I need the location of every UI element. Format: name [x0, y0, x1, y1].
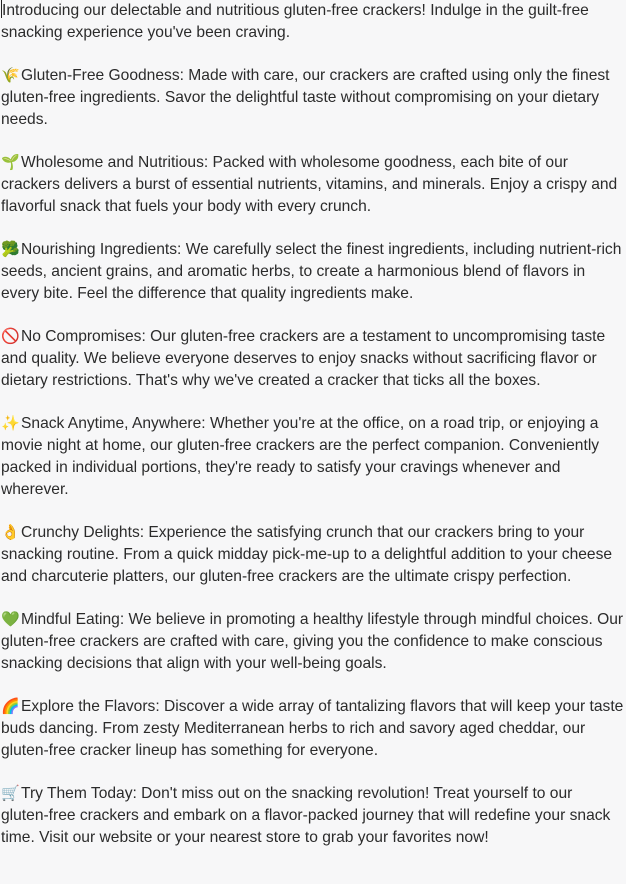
section-text: Gluten-Free Goodness: Made with care, our crackers are crafted using only the finest gluten-free ingredients. Savor the delightful taste without compromising on your dietary needs. — [1, 67, 610, 128]
seedling-icon: 🌱 — [1, 153, 20, 171]
section-paragraph-ingredients — [1, 238, 624, 305]
section-text: No Compromises: Our gluten-free crackers are a testament to uncompromising taste and quality. We believe everyone deserves to enjoy snacks without sacrificing flavor or dietary restrictions. That's why we've created a cracker that ticks all the boxes. — [1, 328, 606, 389]
shopping-cart-icon: 🛒 — [1, 784, 20, 802]
section-paragraph-anytime — [1, 412, 624, 501]
sparkles-icon: ✨ — [1, 414, 20, 432]
broccoli-icon: 🥦 — [1, 240, 20, 258]
intro-text: Introducing our delectable and nutritious gluten-free crackers! Indulge in the guilt-free snacking experience you've been craving. — [1, 2, 589, 41]
section-paragraph-wholesome — [1, 151, 624, 218]
intro-paragraph — [1, 0, 624, 44]
section-paragraph-crunchy — [1, 521, 624, 588]
wheat-icon: 🌾 — [1, 66, 20, 84]
ok-hand-icon: 👌 — [1, 523, 20, 541]
section-paragraph-mindful — [1, 608, 624, 675]
section-text: Try Them Today: Don't miss out on the snacking revolution! Treat yourself to our gluten-free crackers and embark on a flavor-packed journey that will redefine your snack time. Visit our website or your nearest store to grab your favorites now! — [1, 785, 611, 846]
section-paragraph-try-today — [1, 782, 624, 849]
section-text: Explore the Flavors: Discover a wide array of tantalizing flavors that will keep your taste buds dancing. From zesty Mediterranean herbs to rich and savory aged cheddar, our gluten-free cracker lineup has something for everyone. — [1, 698, 624, 759]
section-text: Nourishing Ingredients: We carefully select the finest ingredients, including nutrient-rich seeds, ancient grains, and aromatic herbs, to create a harmonious blend of flavors in every bite. Feel the difference that quality ingredients make. — [1, 241, 622, 302]
section-text: Snack Anytime, Anywhere: Whether you're at the office, on a road trip, or enjoying a movie night at home, our gluten-free crackers are the perfect companion. Conveniently packed in individual portions, they're ready to satisfy your cravings whenever and wherever. — [1, 415, 600, 498]
section-text: Mindful Eating: We believe in promoting a healthy lifestyle through mindful choices. Our gluten-free crackers are crafted with care, giving you the confidence to make conscious snacking decisions that align with your well-being goals. — [1, 611, 624, 672]
section-paragraph-flavors — [1, 695, 624, 762]
green-heart-icon: 💚 — [1, 610, 20, 628]
section-paragraph-no-compromises — [1, 325, 624, 392]
section-text: Crunchy Delights: Experience the satisfying crunch that our crackers bring to your snacking routine. From a quick midday pick-me-up to a delightful addition to your cheese and charcuterie platters, our gluten-free crackers are the ultimate crispy perfection. — [1, 524, 613, 585]
prohibited-icon: 🚫 — [1, 327, 20, 345]
section-paragraph-gluten-free — [1, 64, 624, 131]
section-text: Wholesome and Nutritious: Packed with wholesome goodness, each bite of our crackers delivers a burst of essential nutrients, vitamins, and minerals. Enjoy a crispy and flavorful snack that fuels your body with every crunch. — [1, 154, 618, 215]
rainbow-icon: 🌈 — [1, 697, 20, 715]
